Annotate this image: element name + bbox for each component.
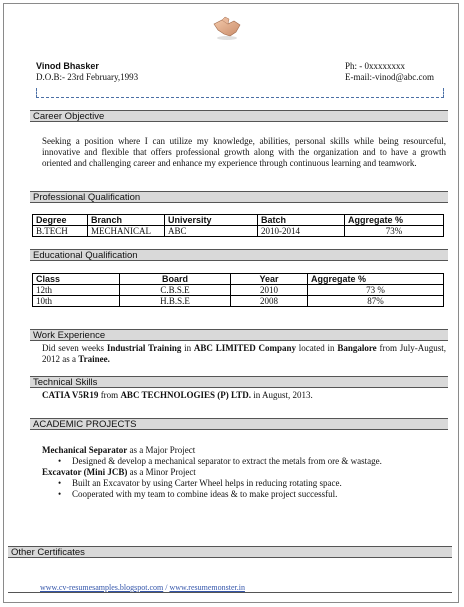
project-title: Mechanical Separator as a Major Project xyxy=(42,445,196,455)
career-objective-heading: Career Objective xyxy=(30,110,448,122)
technical-skills-text: CATIA V5R19 from ABC TECHNOLOGIES (P) LTD. in August, 2013. xyxy=(42,390,313,400)
table-cell: 73 % xyxy=(308,285,444,296)
technical-skills-heading: Technical Skills xyxy=(30,376,448,388)
table-cell: 2008 xyxy=(231,296,308,307)
professional-qualification-table xyxy=(32,214,444,237)
table-cell: MECHANICAL xyxy=(88,226,165,237)
list-item: • Built an Excavator by using Carter Wheel helps in reducing rotating space. xyxy=(72,478,342,489)
bottom-divider xyxy=(8,592,452,593)
candidate-name: Vinod Bhasker xyxy=(36,61,99,71)
column-header: Batch xyxy=(258,215,345,226)
table-header-row xyxy=(33,215,444,226)
table-cell: 2010 xyxy=(231,285,308,296)
educational-qualification-table xyxy=(32,273,444,307)
table-cell: ABC xyxy=(165,226,258,237)
table-cell: 87% xyxy=(308,296,444,307)
column-header: Board xyxy=(120,274,231,285)
professional-qualification-heading: Professional Qualification xyxy=(30,191,448,203)
table-row xyxy=(33,226,444,237)
work-experience-text: Did seven weeks Industrial Training in ABC LIMITED Company located in Bangalore from July-August, 2012 as a Trainee. xyxy=(42,343,446,364)
work-experience-heading: Work Experience xyxy=(30,329,448,341)
footer-link-blogspot[interactable]: www.cv-resumesamples.blogspot.com xyxy=(40,583,164,592)
table-cell: H.B.S.E xyxy=(120,296,231,307)
footer-links: www.cv-resumesamples.blogspot.com / www.resumemonster.in xyxy=(40,583,245,592)
table-cell: B.TECH xyxy=(33,226,88,237)
phone-number: Ph: - 0xxxxxxxx xyxy=(345,61,406,71)
table-cell: 2010-2014 xyxy=(258,226,345,237)
header-divider xyxy=(36,88,444,98)
academic-projects-heading: ACADEMIC PROJECTS xyxy=(30,418,448,430)
list-item: • Designed & develop a mechanical separator to extract the metals from ore & wastage. xyxy=(72,456,382,467)
table-cell: 73% xyxy=(345,226,444,237)
table-cell: 12th xyxy=(33,285,120,296)
column-header: Degree xyxy=(33,215,88,226)
table-header-row xyxy=(33,274,444,285)
table-row xyxy=(33,296,444,307)
other-certificates-heading: Other Certificates xyxy=(8,546,452,558)
handshake-icon xyxy=(212,14,242,42)
list-item: • Cooperated with my team to combine ideas & to make project successful. xyxy=(72,489,337,500)
column-header: Aggregate % xyxy=(345,215,444,226)
footer-link-resumemonster[interactable]: www.resumemonster.in xyxy=(169,583,245,592)
table-row xyxy=(33,285,444,296)
career-objective-text: Seeking a position where I can utilize my knowledge, abilities, personal skills while being resourceful, innovative and flexible that offers professional growth along with the organization and to have a growth oriented and challenging career and enhance my experience through continuous learning and teamwork. xyxy=(42,136,446,168)
column-header: Year xyxy=(231,274,308,285)
column-header: University xyxy=(165,215,258,226)
column-header: Aggregate % xyxy=(308,274,444,285)
table-cell: C.B.S.E xyxy=(120,285,231,296)
educational-qualification-heading: Educational Qualification xyxy=(30,249,448,261)
column-header: Class xyxy=(33,274,120,285)
date-of-birth: D.O.B:- 23rd February,1993 xyxy=(36,72,139,82)
column-header: Branch xyxy=(88,215,165,226)
project-title: Excavator (Mini JCB) as a Minor Project xyxy=(42,467,196,477)
email-address: E-mail:-vinod@abc.com xyxy=(345,72,435,82)
table-cell: 10th xyxy=(33,296,120,307)
